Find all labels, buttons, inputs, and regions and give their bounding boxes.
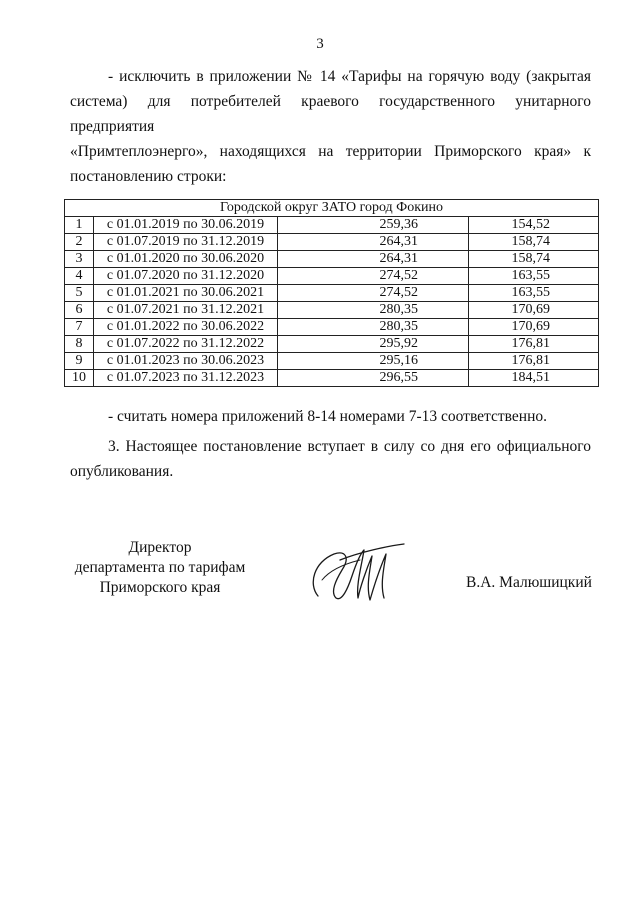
row-tariff-2: 170,69 bbox=[469, 319, 599, 336]
row-tariff-2: 158,74 bbox=[469, 251, 599, 268]
table-row bbox=[65, 336, 599, 353]
renumber-paragraph: - считать номера приложений 8-14 номерами 7-13 соответственно. bbox=[108, 408, 547, 425]
table-header: Городской округ ЗАТО город Фокино bbox=[65, 200, 599, 217]
row-tariff-2: 158,74 bbox=[469, 234, 599, 251]
position-line: Приморского края bbox=[99, 579, 221, 596]
row-period: с 01.01.2021 по 30.06.2021 bbox=[94, 285, 278, 302]
intro-line: - исключить в приложении № 14 «Тарифы на горячую воду (закрытая bbox=[108, 68, 591, 85]
row-period: с 01.07.2019 по 31.12.2019 bbox=[94, 234, 278, 251]
row-tariff-1: 274,52 bbox=[278, 285, 469, 302]
row-period: с 01.01.2020 по 30.06.2020 bbox=[94, 251, 278, 268]
row-tariff-1: 296,55 bbox=[278, 370, 469, 387]
table-row bbox=[65, 268, 599, 285]
row-number: 1 bbox=[65, 217, 94, 234]
intro-line: система) для потребителей краевого государственного унитарного предприятия bbox=[70, 93, 591, 135]
row-number: 3 bbox=[65, 251, 94, 268]
row-number: 4 bbox=[65, 268, 94, 285]
intro-line: «Примтеплоэнерго», находящихся на территории Приморского края» к bbox=[70, 143, 591, 160]
row-number: 8 bbox=[65, 336, 94, 353]
row-tariff-2: 184,51 bbox=[469, 370, 599, 387]
effective-line: 3. Настоящее постановление вступает в силу со дня его официального bbox=[108, 438, 591, 455]
row-tariff-1: 295,92 bbox=[278, 336, 469, 353]
row-tariff-1: 274,52 bbox=[278, 268, 469, 285]
handwritten-signature bbox=[300, 540, 410, 610]
effective-line: опубликования. bbox=[70, 463, 174, 480]
row-tariff-1: 280,35 bbox=[278, 319, 469, 336]
row-tariff-1: 259,36 bbox=[278, 217, 469, 234]
position-line: Директор bbox=[128, 539, 192, 556]
row-tariff-2: 176,81 bbox=[469, 353, 599, 370]
row-tariff-2: 170,69 bbox=[469, 302, 599, 319]
row-tariff-1: 280,35 bbox=[278, 302, 469, 319]
row-tariff-2: 163,55 bbox=[469, 268, 599, 285]
page-number: 3 bbox=[316, 36, 324, 52]
signatory-position bbox=[60, 538, 260, 598]
row-number: 9 bbox=[65, 353, 94, 370]
row-tariff-2: 154,52 bbox=[469, 217, 599, 234]
row-tariff-2: 163,55 bbox=[469, 285, 599, 302]
table-row bbox=[65, 302, 599, 319]
row-number: 5 bbox=[65, 285, 94, 302]
row-tariff-1: 264,31 bbox=[278, 234, 469, 251]
row-period: с 01.01.2023 по 30.06.2023 bbox=[94, 353, 278, 370]
table-row bbox=[65, 217, 599, 234]
row-number: 6 bbox=[65, 302, 94, 319]
row-period: с 01.01.2022 по 30.06.2022 bbox=[94, 319, 278, 336]
row-period: с 01.01.2019 по 30.06.2019 bbox=[94, 217, 278, 234]
row-period: с 01.07.2021 по 31.12.2021 bbox=[94, 302, 278, 319]
table-row bbox=[65, 285, 599, 302]
table-row bbox=[65, 370, 599, 387]
row-number: 10 bbox=[65, 370, 94, 387]
table-row bbox=[65, 353, 599, 370]
row-period: с 01.07.2020 по 31.12.2020 bbox=[94, 268, 278, 285]
row-period: с 01.07.2022 по 31.12.2022 bbox=[94, 336, 278, 353]
table-header-row bbox=[65, 200, 599, 217]
table-row bbox=[65, 319, 599, 336]
intro-paragraph bbox=[70, 64, 591, 189]
table-row bbox=[65, 234, 599, 251]
row-number: 7 bbox=[65, 319, 94, 336]
row-tariff-2: 176,81 bbox=[469, 336, 599, 353]
position-line: департамента по тарифам bbox=[74, 559, 246, 576]
row-tariff-1: 264,31 bbox=[278, 251, 469, 268]
signatory-name: В.А. Малюшицкий bbox=[466, 574, 592, 591]
tariff-table bbox=[64, 199, 599, 387]
intro-line: постановлению строки: bbox=[70, 168, 227, 185]
row-number: 2 bbox=[65, 234, 94, 251]
effective-date-paragraph bbox=[70, 434, 591, 484]
table-row bbox=[65, 251, 599, 268]
row-tariff-1: 295,16 bbox=[278, 353, 469, 370]
row-period: с 01.07.2023 по 31.12.2023 bbox=[94, 370, 278, 387]
